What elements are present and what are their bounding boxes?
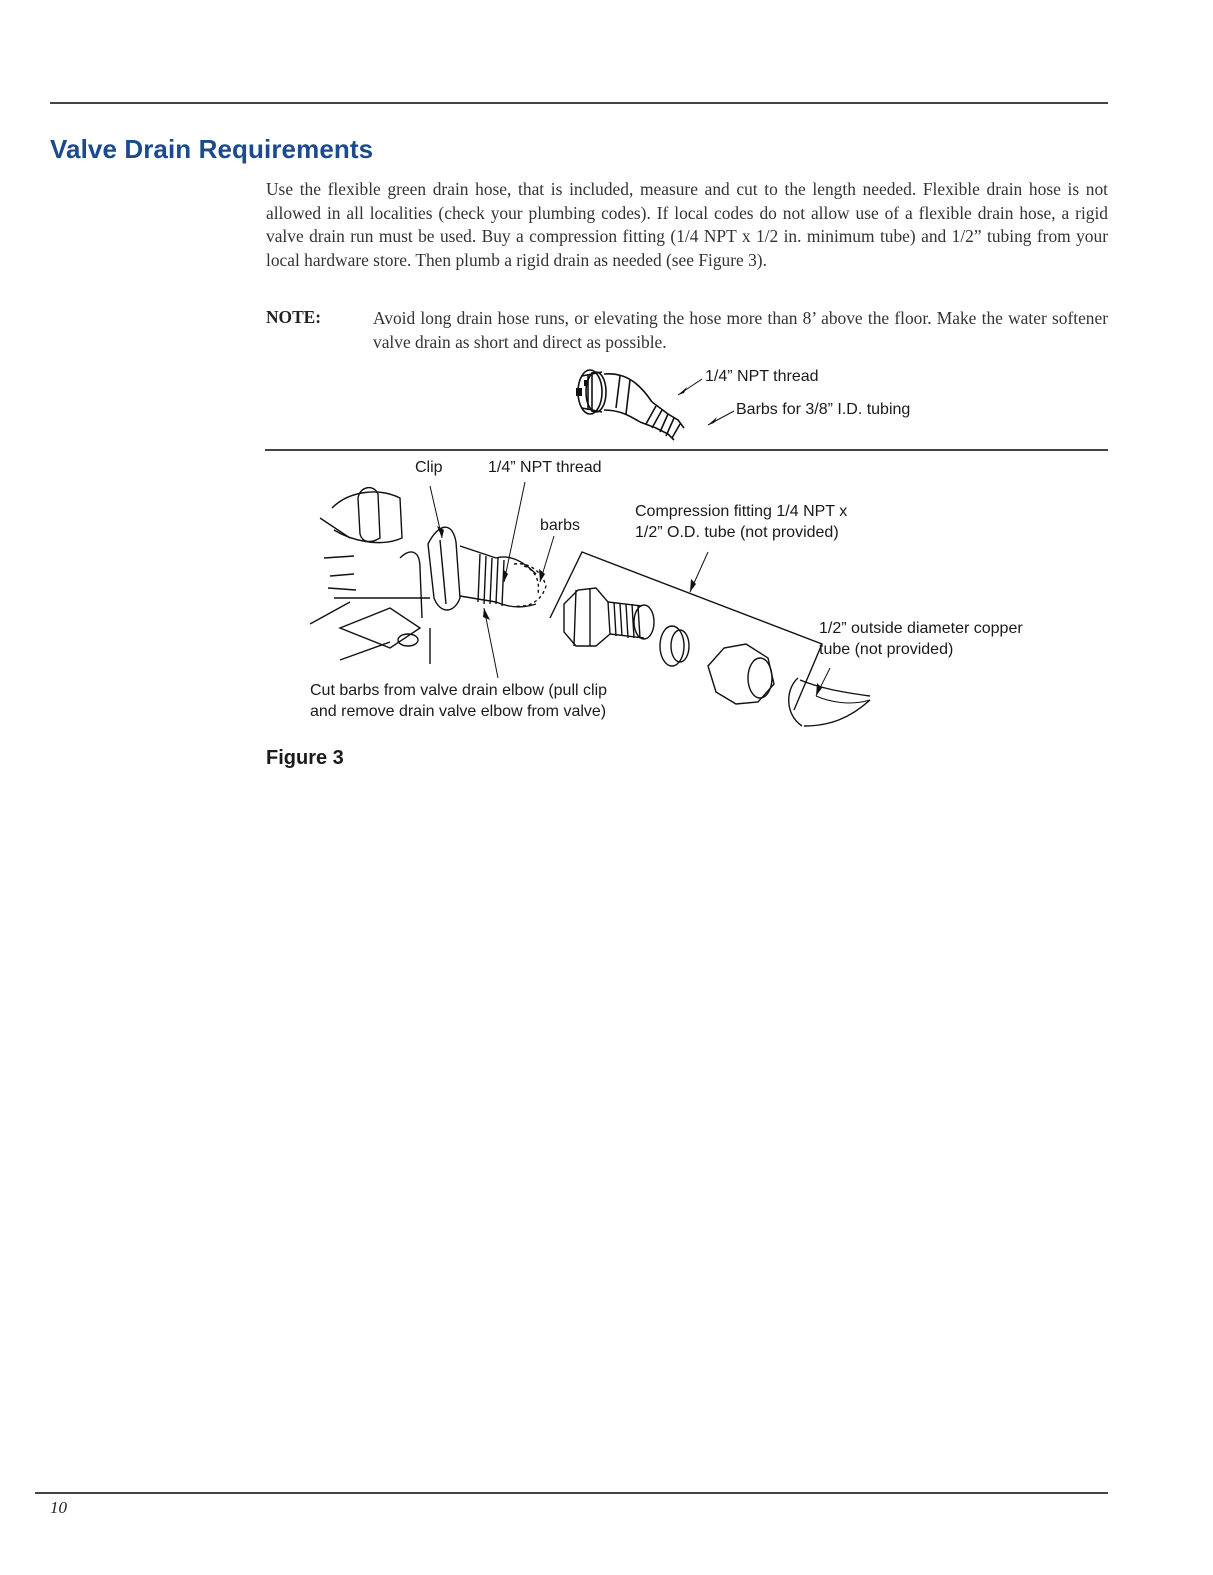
figure-caption: Figure 3 (266, 747, 344, 769)
compression-fitting-illustration (310, 478, 890, 738)
compression-fitting-label-line2: 1/2” O.D. tube (not provided) (635, 524, 839, 541)
clip-label: Clip (415, 459, 443, 476)
top-rule (50, 102, 1108, 104)
section-heading: Valve Drain Requirements (50, 134, 374, 164)
cut-barbs-label-line1: Cut barbs from valve drain elbow (pull clip (310, 682, 608, 699)
thread-label: 1/4” NPT thread (488, 459, 602, 476)
barbs-label: barbs (540, 517, 581, 534)
note-label: NOTE: (266, 307, 322, 327)
cut-barbs-label-line2: and remove drain valve elbow from valve) (310, 703, 607, 720)
copper-tube-label-line1: 1/2” outside diameter copper (819, 620, 1023, 637)
figure-top-rule (265, 449, 1108, 451)
page-number: 10 (50, 1498, 67, 1517)
copper-tube-label-line2: tube (not provided) (819, 641, 954, 658)
bottom-rule (35, 1492, 1108, 1494)
note-text: Avoid long drain hose runs, or elevating the hose more than 8’ above the floor. Make the water softener valve drain as short and direct as possible. (373, 308, 1108, 352)
body-paragraph: Use the flexible green drain hose, that is included, measure and cut to the length needed. Flexible drain hose is not allowed in all localities (check your plumbing codes). If local codes do not allow use of a flexible drain hose, a rigid valve drain run must be used. Buy a compression fitting (1/4 NPT x 1/2 in. minimum tube) and 1/2” tubing from your local hardware store. Then plumb a rigid drain as needed (see Figure 3). (266, 179, 1108, 270)
elbow-thread-callout: 1/4” NPT thread (705, 368, 819, 385)
compression-fitting-label-line1: Compression fitting 1/4 NPT x (635, 503, 848, 520)
elbow-barbs-callout: Barbs for 3/8” I.D. tubing (736, 401, 911, 418)
